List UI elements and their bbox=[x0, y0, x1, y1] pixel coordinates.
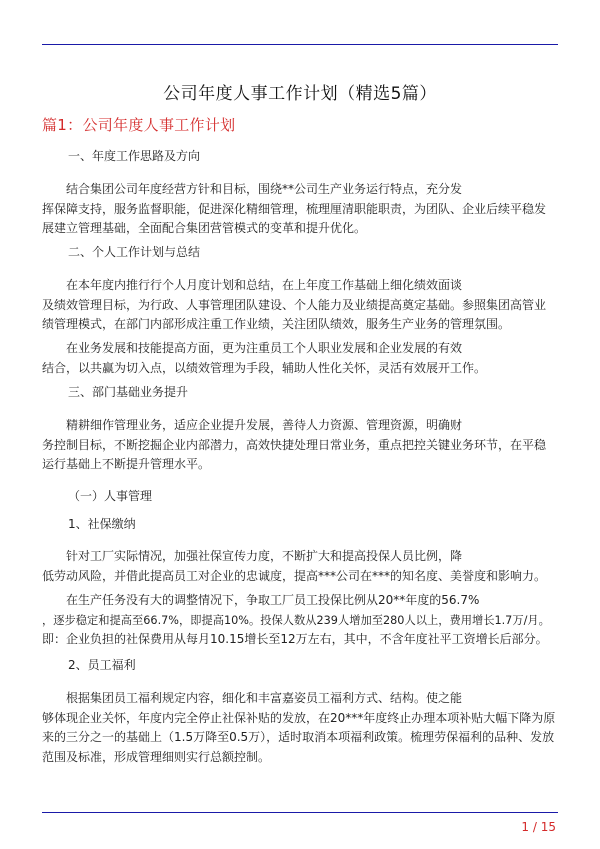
paragraph-line: 够体现企业关怀，年度内完全停止社保补贴的发放，在20***年度终止办理本项补贴大幅下降为原 bbox=[42, 710, 556, 725]
heading-personal-plan: 二、个人工作计划与总结 bbox=[68, 245, 201, 259]
paragraph-social-insurance bbox=[42, 547, 558, 586]
paragraph-line: 根据集团员工福利规定内容，细化和丰富嘉姿员工福利方式、结构。使之能 bbox=[42, 691, 463, 705]
paragraph-line: 在本年度内推行行个人月度计划和总结，在上年度工作基础上细化绩效面谈 bbox=[42, 278, 463, 292]
paragraph-line: 针对工厂实际情况，加强社保宣传力度，不断扩大和提高投保人员比例，降 bbox=[42, 549, 463, 563]
paragraph-line: 精耕细作管理业务，适应企业提升发展，善待人力资源、管理资源，明确财 bbox=[42, 418, 463, 432]
paragraph-line: 范围及标准，形成管理细则实行总额控制。 bbox=[42, 749, 271, 764]
paragraph-line: 结合集团公司年度经营方针和目标，围绕**公司生产业务运行特点，充分发 bbox=[42, 182, 463, 196]
heading-social-insurance: 1、社保缴纳 bbox=[68, 517, 136, 531]
document-title: 公司年度人事工作计划（精选5篇） bbox=[163, 84, 437, 104]
paragraph-line: ，逐步稳定和提高至66.7%，即提高10%。投保人数从239人增加至280人以上，费用增长1.7万/月。 bbox=[42, 613, 550, 627]
heading-work-direction: 一、年度工作思路及方向 bbox=[68, 149, 201, 163]
footer-rule bbox=[42, 812, 558, 813]
paragraph-line: 在生产任务没有大的调整情况下，争取工厂员工投保比例从20**年度的56.7% bbox=[42, 593, 480, 607]
paragraph-insurance-targets bbox=[42, 591, 558, 650]
paragraph-work-direction bbox=[42, 180, 558, 239]
paragraph-line: 运行基础上不断提升管理水平。 bbox=[42, 457, 211, 471]
paragraph-line: 在业务发展和技能提高方面，更为注重员工个人职业发展和企业发展的有效 bbox=[42, 341, 463, 355]
paragraph-line: 展建立管理基础，全面配合集团营管模式的变革和提升优化。 bbox=[42, 221, 367, 235]
paragraph-line: 绩管理模式，在部门内部形成注重工作业绩，关注团队绩效，服务生产业务的管理氛围。 bbox=[42, 317, 511, 331]
paragraph-line: 低劳动风险，并借此提高员工对企业的忠诚度，提高***公司在***的知名度、美誉度和影响力。 bbox=[42, 568, 547, 583]
heading-employee-welfare: 2、员工福利 bbox=[68, 658, 136, 672]
heading-hr-management: （一）人事管理 bbox=[68, 489, 153, 503]
paragraph-line: 来的三分之一的基础上（1.5万降至0.5万），适时取消本项福利政策。梳理劳保福利的品种、发放 bbox=[42, 730, 555, 744]
heading-department-business: 三、部门基础业务提升 bbox=[68, 385, 189, 399]
paragraph-line: 结合，以共赢为切入点，以绩效管理为手段，辅助人性化关怀，灵活有效展开工作。 bbox=[42, 360, 487, 375]
paragraph-personal-plan bbox=[42, 276, 558, 335]
paragraph-skill-development bbox=[42, 339, 558, 378]
paragraph-line: 及绩效管理目标，为行政、人事管理团队建设、个人能力及业绩提高奠定基础。参照集团高管业 bbox=[42, 297, 547, 312]
section-heading: 篇1：公司年度人事工作计划 bbox=[42, 116, 236, 134]
paragraph-line: 挥保障支持，服务监督职能，促进深化精细管理，梳理厘清职能职责，为团队、企业后续平稳发 bbox=[42, 201, 547, 216]
paragraph-line: 务控制目标，不断挖掘企业内部潜力，高效快捷处理日常业务，重点把控关键业务环节，在平稳 bbox=[42, 437, 547, 452]
paragraph-line: 即：企业负担的社保费用从每月10.15增长至12万左右，其中，不含年度社平工资增长后部分。 bbox=[42, 632, 548, 646]
page-number: 1 / 15 bbox=[521, 820, 556, 834]
header-rule bbox=[42, 44, 558, 45]
paragraph-department-business bbox=[42, 416, 558, 475]
paragraph-employee-welfare bbox=[42, 689, 558, 767]
